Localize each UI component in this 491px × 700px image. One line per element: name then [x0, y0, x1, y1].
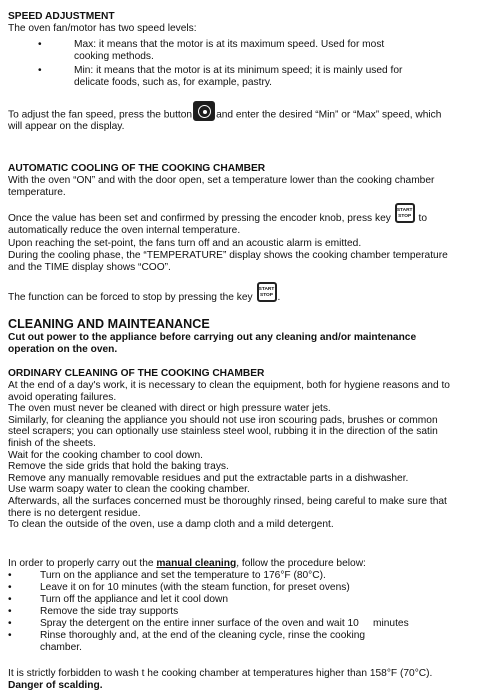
- ordinary-line: The oven must never be cleaned with direct or high pressure water jets.: [8, 403, 331, 415]
- cooling-p1: With the oven “ON” and with the door open, set a temperature lower than the cooking chamber temperature.: [8, 175, 435, 198]
- danger-scalding: Danger of scalding.: [8, 679, 103, 691]
- cooling-p2: Once the value has been set and confirmed by pressing the encoder knob, press key START STOP to automatically reduce the oven internal temperature.: [8, 213, 486, 236]
- ordinary-line: avoid operating failures.: [8, 391, 117, 403]
- list-item: • Turn off the appliance and let it cool down: [8, 594, 229, 605]
- list-item: • Leave it on for 10 minutes (with the steam function, for preset ovens): [8, 582, 350, 593]
- list-item: • Remove the side tray supports: [8, 606, 179, 617]
- speed-intro: The oven fan/motor has two speed levels:: [8, 23, 197, 34]
- start-stop-key-icon: START STOP: [395, 203, 415, 223]
- ordinary-line: To clean the outside of the oven, use a damp cloth and a mild detergent.: [8, 519, 334, 531]
- ordinary-line: there is no detergent residue.: [8, 507, 141, 519]
- speed-heading: SPEED ADJUSTMENT: [8, 11, 115, 22]
- speed-bullet-max: • Max: it means that the motor is at its maximum speed. Used for most cooking methods.: [38, 39, 385, 62]
- speed-adjust-paragraph: To adjust the fan speed, press the button and enter the desired “Min” or “Max” speed, which will appear on the display.: [8, 109, 486, 133]
- manual-cleaning-term: manual cleaning: [156, 558, 237, 569]
- ordinary-line: finish of the sheets.: [8, 437, 96, 449]
- ordinary-line: steel scrapers; you can optionally use stainless steel wool, rubbing it in the direction of the satin: [8, 426, 438, 438]
- cooling-p4: During the cooling phase, the “TEMPERATURE” display shows the cooking chamber temperature and the TIME display shows “COO”.: [8, 250, 448, 273]
- manual-intro: In order to properly carry out the manual cleaning, follow the procedure below:: [8, 558, 366, 569]
- ordinary-line: Use warm soapy water to clean the cooking chamber.: [8, 484, 250, 496]
- list-item: • Rinse thoroughly and, at the end of the cleaning cycle, rinse the cooking: [8, 630, 366, 641]
- final-warning: It is strictly forbidden to wash t he cooking chamber at temperatures higher than 158°F (70°C). Danger of scalding.: [8, 668, 486, 691]
- fan-key-icon: [193, 101, 215, 121]
- ordinary-body: [8, 380, 486, 531]
- ordinary-line: At the end of a day's work, it is necessary to clean the equipment, both for hygiene reasons and to: [8, 380, 450, 391]
- ordinary-heading: ORDINARY CLEANING OF THE COOKING CHAMBER: [8, 368, 265, 379]
- ordinary-line: Remove any manually removable residues and put the extractable parts in a dishwasher.: [8, 472, 409, 484]
- ordinary-line: Afterwards, all the surfaces concerned must be thoroughly rinsed, being careful to make sure that: [8, 495, 447, 507]
- cooling-p5: The function can be forced to stop by pressing the key START STOP .: [8, 292, 486, 304]
- cooling-p3: Upon reaching the set-point, the fans turn off and an acoustic alarm is emitted.: [8, 238, 362, 249]
- cleaning-warning: Cut out power to the appliance before carrying out any cleaning and/or maintenance operation on the oven.: [8, 332, 417, 355]
- speed-bullet-min: • Min: it means that the motor is at its minimum speed; it is mainly used for delicate foods, such as, for example, pastry.: [38, 65, 403, 88]
- cooling-heading: AUTOMATIC COOLING OF THE COOKING CHAMBER: [8, 163, 266, 174]
- list-item: • Turn on the appliance and set the temperature to 176°F (80°C).: [8, 570, 326, 581]
- ordinary-line: Remove the side grids that hold the baking trays.: [8, 461, 229, 473]
- list-item: chamber.: [40, 642, 82, 653]
- cleaning-heading: CLEANING AND MAINTEANANCE: [8, 317, 210, 331]
- manual-steps: [8, 570, 486, 660]
- ordinary-line: Wait for the cooking chamber to cool down.: [8, 449, 203, 461]
- list-item: • Spray the detergent on the entire inner surface of the oven and wait 10 minutes: [8, 618, 409, 629]
- start-stop-key-icon: START STOP: [257, 282, 277, 302]
- ordinary-line: Similarly, for cleaning the appliance you should not use iron scouring pads, brushes or common: [8, 414, 438, 426]
